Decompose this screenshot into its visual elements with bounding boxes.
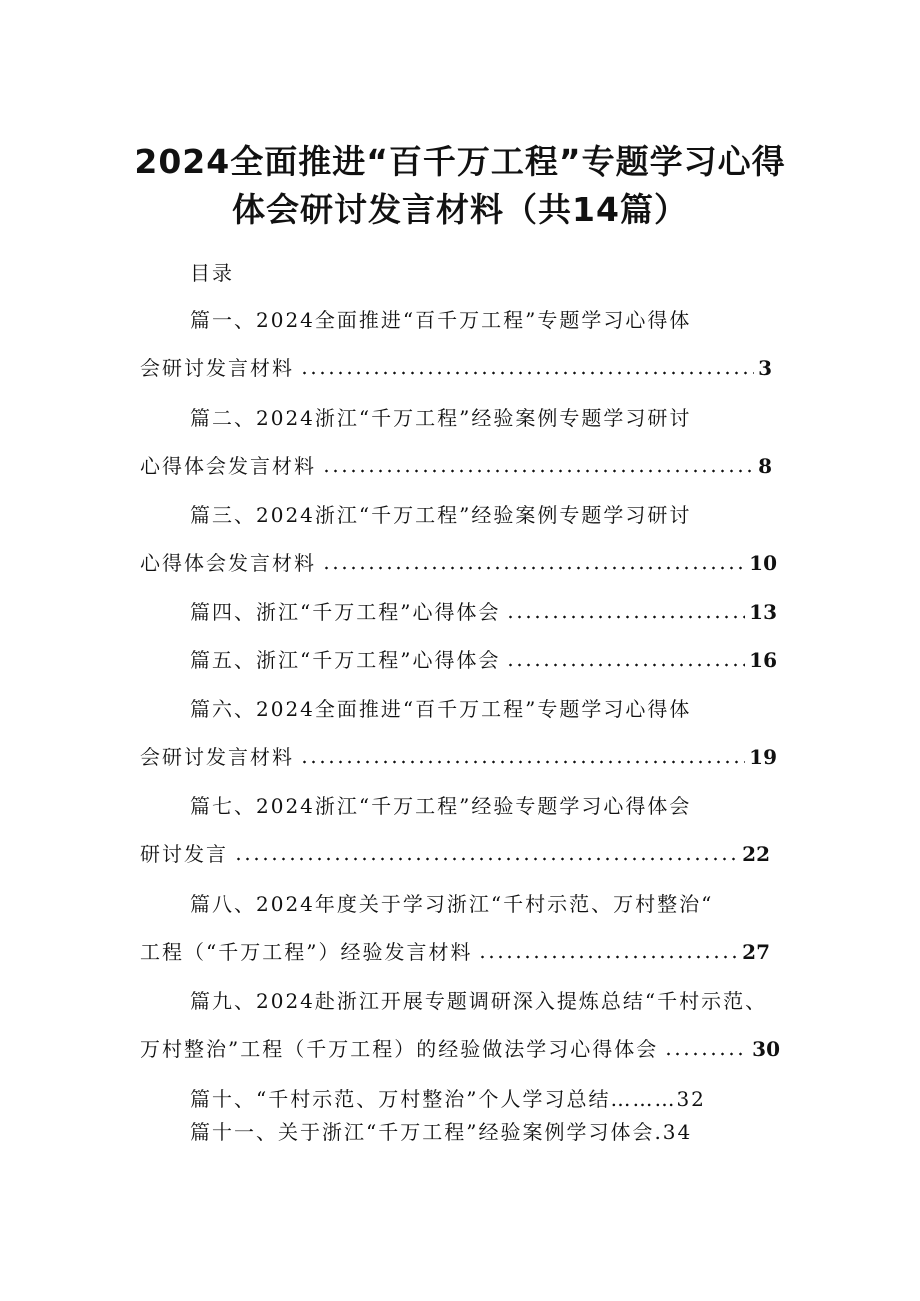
toc-entry-5-page: 16 (749, 648, 777, 672)
toc-entry-6-line-2: 会研讨发言材料 (140, 745, 294, 769)
toc-entry-6-line-1: 篇六、2024全面推进“百千万工程”专题学习心得体 (190, 697, 692, 721)
toc-entry-8-line-1: 篇八、2024年度关于学习浙江“千村示范、万村整治“ (190, 892, 714, 916)
document-title-line-1: 2024全面推进“百千万工程”专题学习心得 (134, 142, 786, 181)
toc-entry-2-line-2: 心得体会发言材料 (140, 454, 316, 478)
dot-leader (234, 857, 738, 861)
toc-entry-1-line-1: 篇一、2024全面推进“百千万工程”专题学习心得体 (190, 308, 692, 332)
dot-leader (300, 760, 745, 764)
toc-entry-7[interactable] (140, 840, 770, 868)
dot-leader (506, 615, 745, 619)
toc-entry-9-page: 30 (752, 1037, 780, 1061)
toc-entry-5-text: 篇五、浙江“千万工程”心得体会 (190, 648, 501, 672)
toc-entry-9-line-1: 篇九、2024赴浙江开展专题调研深入提炼总结“千村示范、 (190, 989, 768, 1013)
toc-entry-7-line-1: 篇七、2024浙江“千万工程”经验专题学习心得体会 (190, 794, 692, 818)
toc-entry-9[interactable] (140, 1035, 780, 1063)
toc-entry-2[interactable] (140, 452, 772, 480)
toc-entry-5[interactable] (190, 646, 777, 674)
toc-entry-8-page: 27 (742, 940, 770, 964)
toc-entry-2-page: 8 (758, 454, 772, 478)
dot-leader (478, 955, 738, 959)
toc-entry-11[interactable]: 篇十一、关于浙江“千万工程”经验案例学习体会.34 (190, 1120, 693, 1144)
toc-entry-1-page: 3 (758, 356, 772, 380)
dot-leader (664, 1052, 748, 1056)
document-title-line-2: 体会研讨发言材料（共14篇） (232, 190, 688, 229)
toc-entry-4-page: 13 (749, 600, 777, 624)
toc-entry-8[interactable] (140, 938, 770, 966)
toc-entry-7-line-2: 研讨发言 (140, 842, 228, 866)
toc-entry-2-line-1: 篇二、2024浙江“千万工程”经验案例专题学习研讨 (190, 406, 692, 430)
toc-entry-4[interactable] (190, 598, 777, 626)
dot-leader (506, 663, 745, 667)
toc-entry-7-page: 22 (742, 842, 770, 866)
toc-entry-10[interactable]: 篇十、“千村示范、万村整治”个人学习总结………32 (190, 1087, 706, 1111)
toc-entry-8-line-2: 工程（“千万工程”）经验发言材料 (140, 940, 473, 964)
toc-entry-3[interactable] (140, 549, 777, 577)
dot-leader (322, 566, 745, 570)
toc-entry-6[interactable] (140, 743, 777, 771)
toc-entry-9-line-2: 万村整治”工程（千万工程）的经验做法学习心得体会 (140, 1037, 659, 1061)
dot-leader (322, 469, 754, 473)
toc-entry-4-text: 篇四、浙江“千万工程”心得体会 (190, 600, 501, 624)
toc-entry-1[interactable] (140, 354, 772, 382)
toc-entry-3-line-1: 篇三、2024浙江“千万工程”经验案例专题学习研讨 (190, 503, 692, 527)
toc-entry-3-line-2: 心得体会发言材料 (140, 551, 316, 575)
toc-entry-3-page: 10 (749, 551, 777, 575)
toc-entry-1-line-2: 会研讨发言材料 (140, 356, 294, 380)
toc-entry-6-page: 19 (749, 745, 777, 769)
dot-leader (300, 371, 754, 375)
toc-heading: 目录 (190, 261, 234, 285)
